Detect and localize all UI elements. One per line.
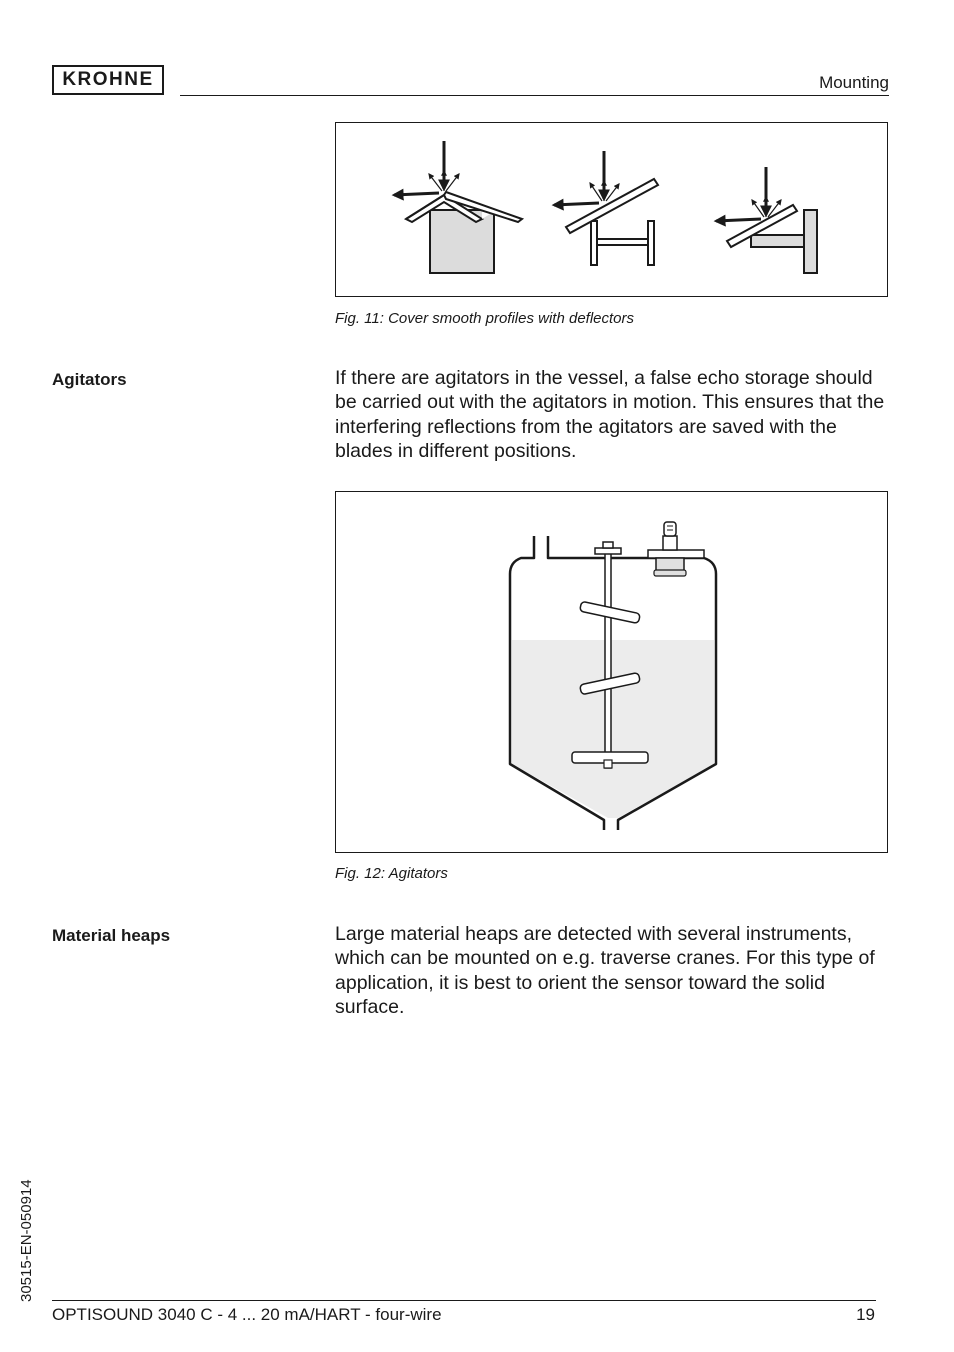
krohne-logo: KROHNE — [52, 65, 164, 95]
header-rule — [180, 95, 889, 96]
figure-12-agitators — [335, 491, 888, 853]
agitator-vessel-illustration — [336, 492, 887, 852]
figure-12-caption: Fig. 12: Agitators — [335, 865, 448, 882]
liquid-fill — [512, 640, 714, 818]
figure-11-caption: Fig. 11: Cover smooth profiles with deflectors — [335, 310, 635, 327]
document-id: 30515-EN-050914 — [18, 1179, 35, 1302]
profile-box-with-roof — [394, 141, 522, 273]
profile-h-beam — [554, 151, 658, 265]
profile-t-beam — [716, 167, 817, 273]
figure-11-deflectors — [335, 122, 888, 297]
deflector-illustration — [336, 123, 887, 296]
material-heaps-heading: Material heaps — [52, 926, 171, 945]
footer-rule — [52, 1300, 876, 1301]
footer-product-title: OPTISOUND 3040 C - 4 ... 20 mA/HART - four-wire — [52, 1305, 442, 1324]
agitators-heading: Agitators — [52, 370, 127, 389]
material-heaps-paragraph: Large material heaps are detected with several instruments, which can be mounted on e.g. traverse cranes. For this type of application, it is best to orient the sensor toward the solid surface. — [335, 923, 875, 1019]
section-title: Mounting — [819, 73, 889, 92]
radar-sensor — [648, 522, 704, 576]
agitator-shaft — [605, 552, 611, 768]
page-number: 19 — [856, 1305, 875, 1324]
agitators-paragraph: If there are agitators in the vessel, a false echo storage should be carried out with the agitators in motion. This ensures that the interfering reflections from the agitators are saved with the blades in different positions. — [335, 367, 885, 463]
